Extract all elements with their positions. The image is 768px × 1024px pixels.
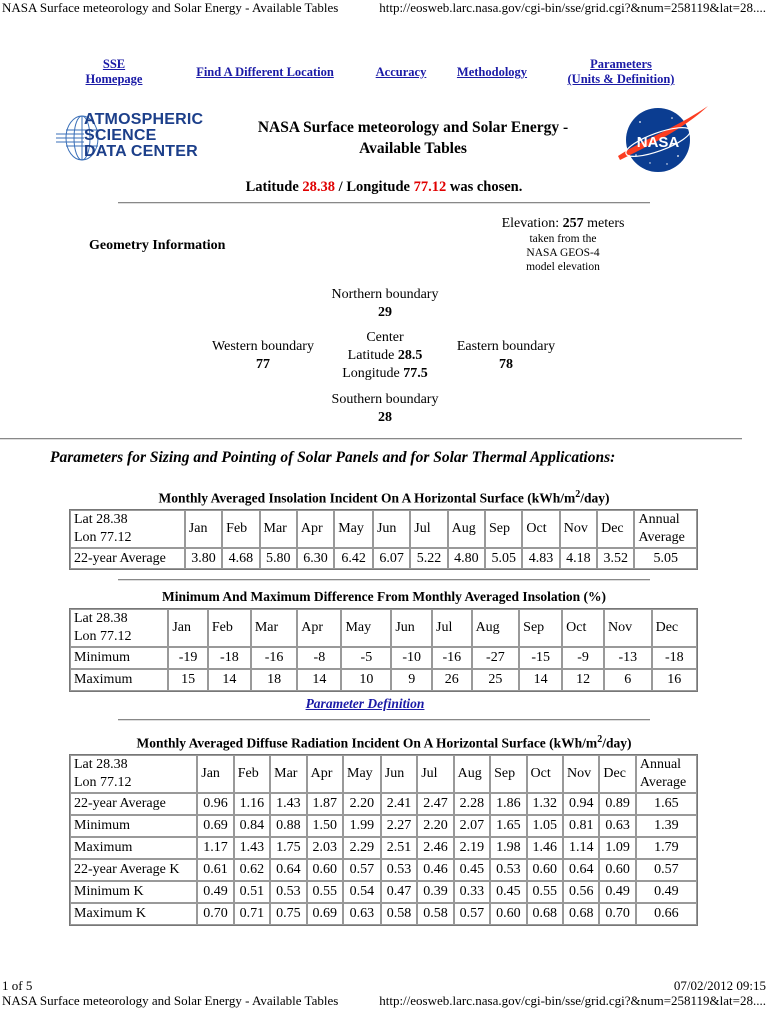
row-label: Maximum — [70, 669, 168, 691]
month-header: Aug — [472, 609, 520, 647]
month-header: Jun — [373, 510, 410, 548]
table-row — [70, 881, 697, 903]
lon-label: / Longitude — [338, 179, 410, 195]
row-label: 22-year Average — [70, 548, 185, 569]
print-footer-datetime: 07/02/2012 09:15 — [673, 978, 766, 993]
data-cell: -9 — [562, 647, 604, 669]
data-cell: 0.96 — [197, 793, 233, 815]
data-cell: 0.57 — [343, 859, 381, 881]
print-header-url: http://eosweb.larc.nasa.gov/cgi-bin/sse/grid.cgi?&num=258119&lat=28.... — [379, 0, 766, 15]
northern-boundary — [310, 286, 460, 322]
month-header: Mar — [251, 609, 297, 647]
data-cell: 0.84 — [234, 815, 270, 837]
location-line — [0, 179, 768, 196]
data-cell: 2.41 — [381, 793, 417, 815]
data-cell: 2.20 — [417, 815, 453, 837]
data-cell: 0.55 — [307, 881, 343, 903]
asdc-logo — [56, 108, 216, 168]
data-cell: 0.33 — [454, 881, 490, 903]
data-cell: 4.83 — [522, 548, 559, 569]
annual-line1: Annual — [638, 512, 680, 527]
corner-lon: Lon 77.12 — [74, 629, 132, 644]
table-row — [70, 647, 697, 669]
data-cell: 0.68 — [563, 903, 599, 925]
data-cell: 1.17 — [197, 837, 233, 859]
parameters-link[interactable] — [562, 57, 680, 87]
elevation-info — [488, 216, 638, 274]
data-cell: 1.32 — [527, 793, 563, 815]
insolation-table — [69, 509, 698, 570]
data-cell: 1.75 — [270, 837, 306, 859]
month-header: Sep — [490, 755, 526, 793]
elevation-note1: taken from the — [529, 233, 597, 245]
east-label: Eastern boundary — [456, 339, 556, 354]
lat-label: Latitude — [245, 179, 299, 195]
diffuse-radiation-table — [69, 754, 698, 926]
data-cell: 0.75 — [270, 903, 306, 925]
table2-title: Minimum And Maximum Difference From Monthly Averaged Insolation (%) — [162, 589, 606, 604]
month-header: Jul — [432, 609, 472, 647]
data-cell: 0.58 — [417, 903, 453, 925]
month-header: Feb — [208, 609, 251, 647]
south-label: Southern boundary — [331, 392, 439, 407]
data-cell: 2.51 — [381, 837, 417, 859]
data-cell: 5.05 — [485, 548, 522, 569]
annual-cell: 1.79 — [636, 837, 697, 859]
data-cell: 1.16 — [234, 793, 270, 815]
center-lat-value: 28.5 — [397, 348, 423, 363]
eastern-boundary — [440, 338, 572, 374]
month-header: Apr — [297, 609, 341, 647]
center-label: Center — [366, 330, 404, 345]
data-cell: 0.56 — [563, 881, 599, 903]
south-value: 28 — [378, 410, 392, 425]
data-cell: 1.14 — [563, 837, 599, 859]
data-cell: 1.09 — [599, 837, 635, 859]
table3-title-sup: 2 — [597, 734, 603, 745]
data-cell: 0.49 — [197, 881, 233, 903]
data-cell: 0.81 — [563, 815, 599, 837]
data-cell: 0.69 — [307, 903, 343, 925]
annual-cell: 0.66 — [636, 903, 697, 925]
elevation-note3: model elevation — [526, 261, 600, 273]
center-lon-value: 77.5 — [403, 366, 428, 381]
asdc-line3: DATA CENTER — [84, 143, 198, 160]
accuracy-link[interactable]: Accuracy — [375, 65, 427, 79]
data-cell: 2.29 — [343, 837, 381, 859]
find-location-link[interactable]: Find A Different Location — [196, 65, 334, 79]
data-cell: -13 — [604, 647, 652, 669]
table-row — [70, 669, 697, 691]
data-cell: 5.22 — [410, 548, 447, 569]
data-cell: 1.43 — [270, 793, 306, 815]
divider — [118, 719, 650, 721]
divider — [0, 438, 742, 440]
month-header: Jun — [391, 609, 432, 647]
table3-title-unit: /day) — [602, 735, 632, 751]
annual-header — [634, 510, 697, 548]
data-cell: 14 — [208, 669, 251, 691]
data-cell: 5.80 — [260, 548, 297, 569]
lat-value: 28.38 — [302, 179, 336, 195]
month-header: May — [334, 510, 373, 548]
data-cell: -27 — [472, 647, 520, 669]
data-cell: -16 — [432, 647, 472, 669]
month-header: Oct — [562, 609, 604, 647]
data-cell: 2.47 — [417, 793, 453, 815]
annual-line2: Average — [638, 530, 685, 545]
data-cell: 0.70 — [599, 903, 635, 925]
month-header: Nov — [563, 755, 599, 793]
data-cell: -10 — [391, 647, 432, 669]
data-cell: 1.65 — [490, 815, 526, 837]
data-cell: 0.60 — [599, 859, 635, 881]
annual-line1: Annual — [639, 757, 682, 772]
elevation-unit: meters — [587, 216, 625, 231]
data-cell: 26 — [432, 669, 472, 691]
data-cell: 0.61 — [197, 859, 233, 881]
parameter-definition-link[interactable]: Parameter Definition — [305, 696, 425, 711]
annual-cell: 0.49 — [636, 881, 697, 903]
data-cell: 2.27 — [381, 815, 417, 837]
month-header: Mar — [270, 755, 306, 793]
row-label: Minimum K — [70, 881, 197, 903]
month-header: Mar — [260, 510, 297, 548]
elevation-value: 257 — [562, 216, 584, 231]
east-value: 78 — [499, 357, 513, 372]
data-cell: 1.05 — [527, 815, 563, 837]
data-cell: 6 — [604, 669, 652, 691]
annual-cell: 1.65 — [636, 793, 697, 815]
row-label: Maximum — [70, 837, 197, 859]
table1-title-text: Monthly Averaged Insolation Incident On A Horizontal Surface (kWh/m — [158, 490, 576, 506]
annual-cell: 0.57 — [636, 859, 697, 881]
data-cell: 0.89 — [599, 793, 635, 815]
table-corner — [70, 609, 168, 647]
table3-title-text: Monthly Averaged Diffuse Radiation Incident On A Horizontal Surface (kWh/m — [136, 735, 598, 751]
annual-header — [636, 755, 697, 793]
data-cell: 14 — [519, 669, 562, 691]
corner-lon: Lon 77.12 — [74, 775, 132, 790]
month-header: May — [341, 609, 391, 647]
center-lat-label: Latitude — [347, 348, 395, 363]
table1-title-sup: 2 — [575, 489, 581, 500]
row-label: Maximum K — [70, 903, 197, 925]
data-cell: 1.86 — [490, 793, 526, 815]
row-label: Minimum — [70, 815, 197, 837]
center-lon-label: Longitude — [342, 366, 400, 381]
month-header: Apr — [307, 755, 343, 793]
corner-lat: Lat 28.38 — [74, 611, 128, 626]
data-cell: 6.42 — [334, 548, 373, 569]
data-cell: 2.03 — [307, 837, 343, 859]
month-header: Dec — [599, 755, 635, 793]
print-footer-page: 1 of 5 — [2, 978, 33, 993]
month-header: May — [343, 755, 381, 793]
north-label: Northern boundary — [331, 287, 439, 302]
elevation-label: Elevation: — [501, 216, 560, 231]
data-cell: 0.64 — [563, 859, 599, 881]
asdc-line2: SCIENCE — [84, 127, 157, 144]
page-title-line1: NASA Surface meteorology and Solar Energy - — [257, 119, 569, 136]
sse-homepage-link[interactable] — [80, 57, 148, 87]
data-cell: 14 — [297, 669, 341, 691]
print-footer-title: NASA Surface meteorology and Solar Energy - Available Tables — [2, 993, 339, 1008]
data-cell: 0.39 — [417, 881, 453, 903]
month-header: Jan — [197, 755, 233, 793]
params-link-line2: (Units & Definition) — [567, 72, 675, 86]
data-cell: 0.53 — [490, 859, 526, 881]
table-corner — [70, 755, 197, 793]
west-label: Western boundary — [212, 339, 314, 354]
month-header: Dec — [652, 609, 697, 647]
month-header: Apr — [297, 510, 334, 548]
data-cell: 9 — [391, 669, 432, 691]
data-cell: 0.62 — [234, 859, 270, 881]
page-title — [226, 117, 600, 159]
lon-value: 77.12 — [413, 179, 447, 195]
month-header: Aug — [448, 510, 485, 548]
data-cell: 0.70 — [197, 903, 233, 925]
data-cell: -18 — [208, 647, 251, 669]
print-footer-url: http://eosweb.larc.nasa.gov/cgi-bin/sse/grid.cgi?&num=258119&lat=28.... — [379, 993, 766, 1008]
southern-boundary — [310, 391, 460, 427]
data-cell: 0.47 — [381, 881, 417, 903]
section-heading: Parameters for Sizing and Pointing of Solar Panels and for Solar Thermal Applications: — [50, 449, 616, 466]
corner-lon: Lon 77.12 — [74, 530, 132, 545]
table-corner — [70, 510, 185, 548]
data-cell: 1.46 — [527, 837, 563, 859]
table3-title — [0, 734, 768, 752]
data-cell: 1.43 — [234, 837, 270, 859]
table-row — [70, 815, 697, 837]
data-cell: 2.46 — [417, 837, 453, 859]
data-cell: 0.46 — [417, 859, 453, 881]
west-value: 77 — [256, 357, 270, 372]
table1-title — [0, 489, 768, 507]
data-cell: 4.80 — [448, 548, 485, 569]
data-cell: 0.69 — [197, 815, 233, 837]
data-cell: 6.30 — [297, 548, 334, 569]
data-cell: 0.60 — [527, 859, 563, 881]
sse-link-line1: SSE — [102, 57, 126, 71]
data-cell: -19 — [168, 647, 208, 669]
data-cell: 0.71 — [234, 903, 270, 925]
elevation-note2: NASA GEOS-4 — [526, 247, 600, 259]
month-header: Jul — [410, 510, 447, 548]
month-header: Feb — [234, 755, 270, 793]
divider — [118, 579, 650, 581]
data-cell: 25 — [472, 669, 520, 691]
page-title-line2: Available Tables — [359, 140, 467, 157]
table-row — [70, 793, 697, 815]
geometry-heading: Geometry Information — [89, 238, 226, 253]
month-header: Nov — [604, 609, 652, 647]
print-header-title: NASA Surface meteorology and Solar Energy - Available Tables — [2, 0, 339, 15]
north-value: 29 — [378, 305, 392, 320]
data-cell: -16 — [251, 647, 297, 669]
month-header: Sep — [485, 510, 522, 548]
month-header: Jun — [381, 755, 417, 793]
table-row — [70, 903, 697, 925]
data-cell: 0.51 — [234, 881, 270, 903]
data-cell: 0.94 — [563, 793, 599, 815]
table-row — [70, 548, 697, 569]
data-cell: 0.63 — [343, 903, 381, 925]
sse-link-line2: Homepage — [85, 72, 143, 86]
data-cell: 2.28 — [454, 793, 490, 815]
table-row — [70, 837, 697, 859]
location-suffix: was chosen. — [449, 179, 523, 195]
data-cell: 1.99 — [343, 815, 381, 837]
data-cell: 0.55 — [527, 881, 563, 903]
month-header: Jan — [185, 510, 222, 548]
data-cell: 3.80 — [185, 548, 222, 569]
divider — [118, 202, 650, 204]
data-cell: 15 — [168, 669, 208, 691]
nasa-logo — [612, 100, 712, 180]
month-header: Dec — [597, 510, 634, 548]
annual-cell: 1.39 — [636, 815, 697, 837]
month-header: Feb — [222, 510, 259, 548]
methodology-link[interactable]: Methodology — [456, 65, 528, 79]
annual-cell: 5.05 — [634, 548, 697, 569]
data-cell: 1.98 — [490, 837, 526, 859]
row-label: 22-year Average — [70, 793, 197, 815]
data-cell: 3.52 — [597, 548, 634, 569]
data-cell: 16 — [652, 669, 697, 691]
western-boundary — [190, 338, 336, 374]
table1-title-unit: /day) — [580, 490, 610, 506]
data-cell: 0.60 — [307, 859, 343, 881]
data-cell: 0.58 — [381, 903, 417, 925]
data-cell: 0.49 — [599, 881, 635, 903]
data-cell: 0.63 — [599, 815, 635, 837]
nasa-logo-text: NASA — [636, 134, 680, 151]
data-cell: 1.87 — [307, 793, 343, 815]
month-header: Sep — [519, 609, 562, 647]
data-cell: 0.64 — [270, 859, 306, 881]
data-cell: -15 — [519, 647, 562, 669]
data-cell: 0.53 — [270, 881, 306, 903]
data-cell: 18 — [251, 669, 297, 691]
data-cell: 12 — [562, 669, 604, 691]
data-cell: 0.57 — [454, 903, 490, 925]
data-cell: 0.88 — [270, 815, 306, 837]
data-cell: 0.60 — [490, 903, 526, 925]
corner-lat: Lat 28.38 — [74, 757, 128, 772]
data-cell: 6.07 — [373, 548, 410, 569]
data-cell: 0.68 — [527, 903, 563, 925]
data-cell: -18 — [652, 647, 697, 669]
data-cell: -5 — [341, 647, 391, 669]
table-row — [70, 859, 697, 881]
data-cell: 2.19 — [454, 837, 490, 859]
data-cell: 2.07 — [454, 815, 490, 837]
data-cell: 0.45 — [454, 859, 490, 881]
month-header: Jan — [168, 609, 208, 647]
data-cell: 1.50 — [307, 815, 343, 837]
month-header: Aug — [454, 755, 490, 793]
row-label: 22-year Average K — [70, 859, 197, 881]
data-cell: 0.54 — [343, 881, 381, 903]
min-max-difference-table — [69, 608, 698, 692]
data-cell: 2.20 — [343, 793, 381, 815]
data-cell: 0.45 — [490, 881, 526, 903]
data-cell: -8 — [297, 647, 341, 669]
month-header: Nov — [560, 510, 597, 548]
month-header: Jul — [417, 755, 453, 793]
center-point — [320, 329, 450, 383]
row-label: Minimum — [70, 647, 168, 669]
asdc-line1: ATMOSPHERIC — [84, 111, 204, 128]
data-cell: 4.68 — [222, 548, 259, 569]
month-header: Oct — [522, 510, 559, 548]
data-cell: 0.53 — [381, 859, 417, 881]
params-link-line1: Parameters — [590, 57, 652, 71]
data-cell: 10 — [341, 669, 391, 691]
data-cell: 4.18 — [560, 548, 597, 569]
annual-line2: Average — [639, 775, 687, 790]
month-header: Oct — [527, 755, 563, 793]
corner-lat: Lat 28.38 — [74, 512, 128, 527]
